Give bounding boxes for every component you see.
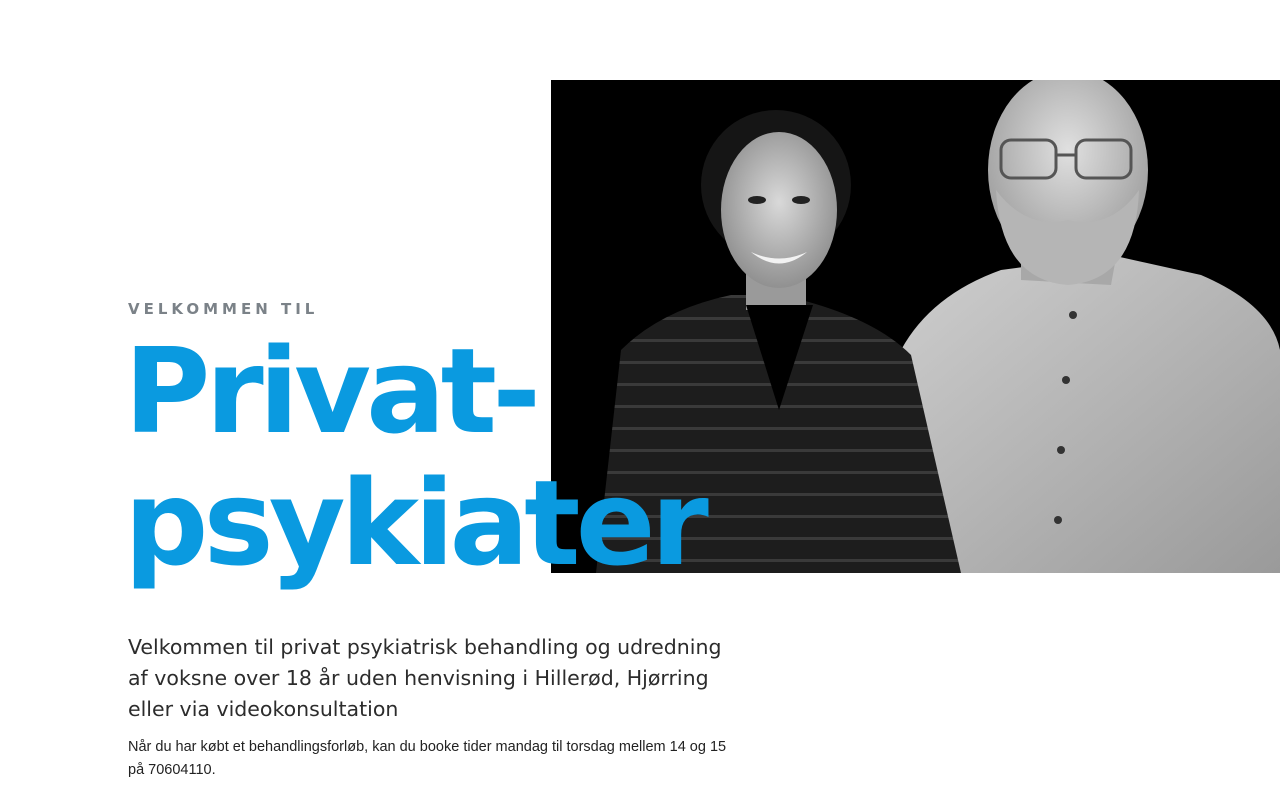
page-title-line-2: psykiater (124, 454, 704, 592)
booking-info-text: Når du har købt et behandlingsforløb, kan du booke tider mandag til torsdag mellem 14 og 15 på 70604110. (128, 739, 727, 778)
eyebrow-label: VELKOMMEN TIL (128, 300, 319, 318)
lead-paragraph: Velkommen til privat psykiatrisk behandling og udredning af voksne over 18 år uden henvisning i Hillerød, Hjørring eller via videokonsultation (128, 635, 722, 721)
page-title-line-1: Privat- (124, 322, 537, 460)
page-title (124, 322, 704, 592)
